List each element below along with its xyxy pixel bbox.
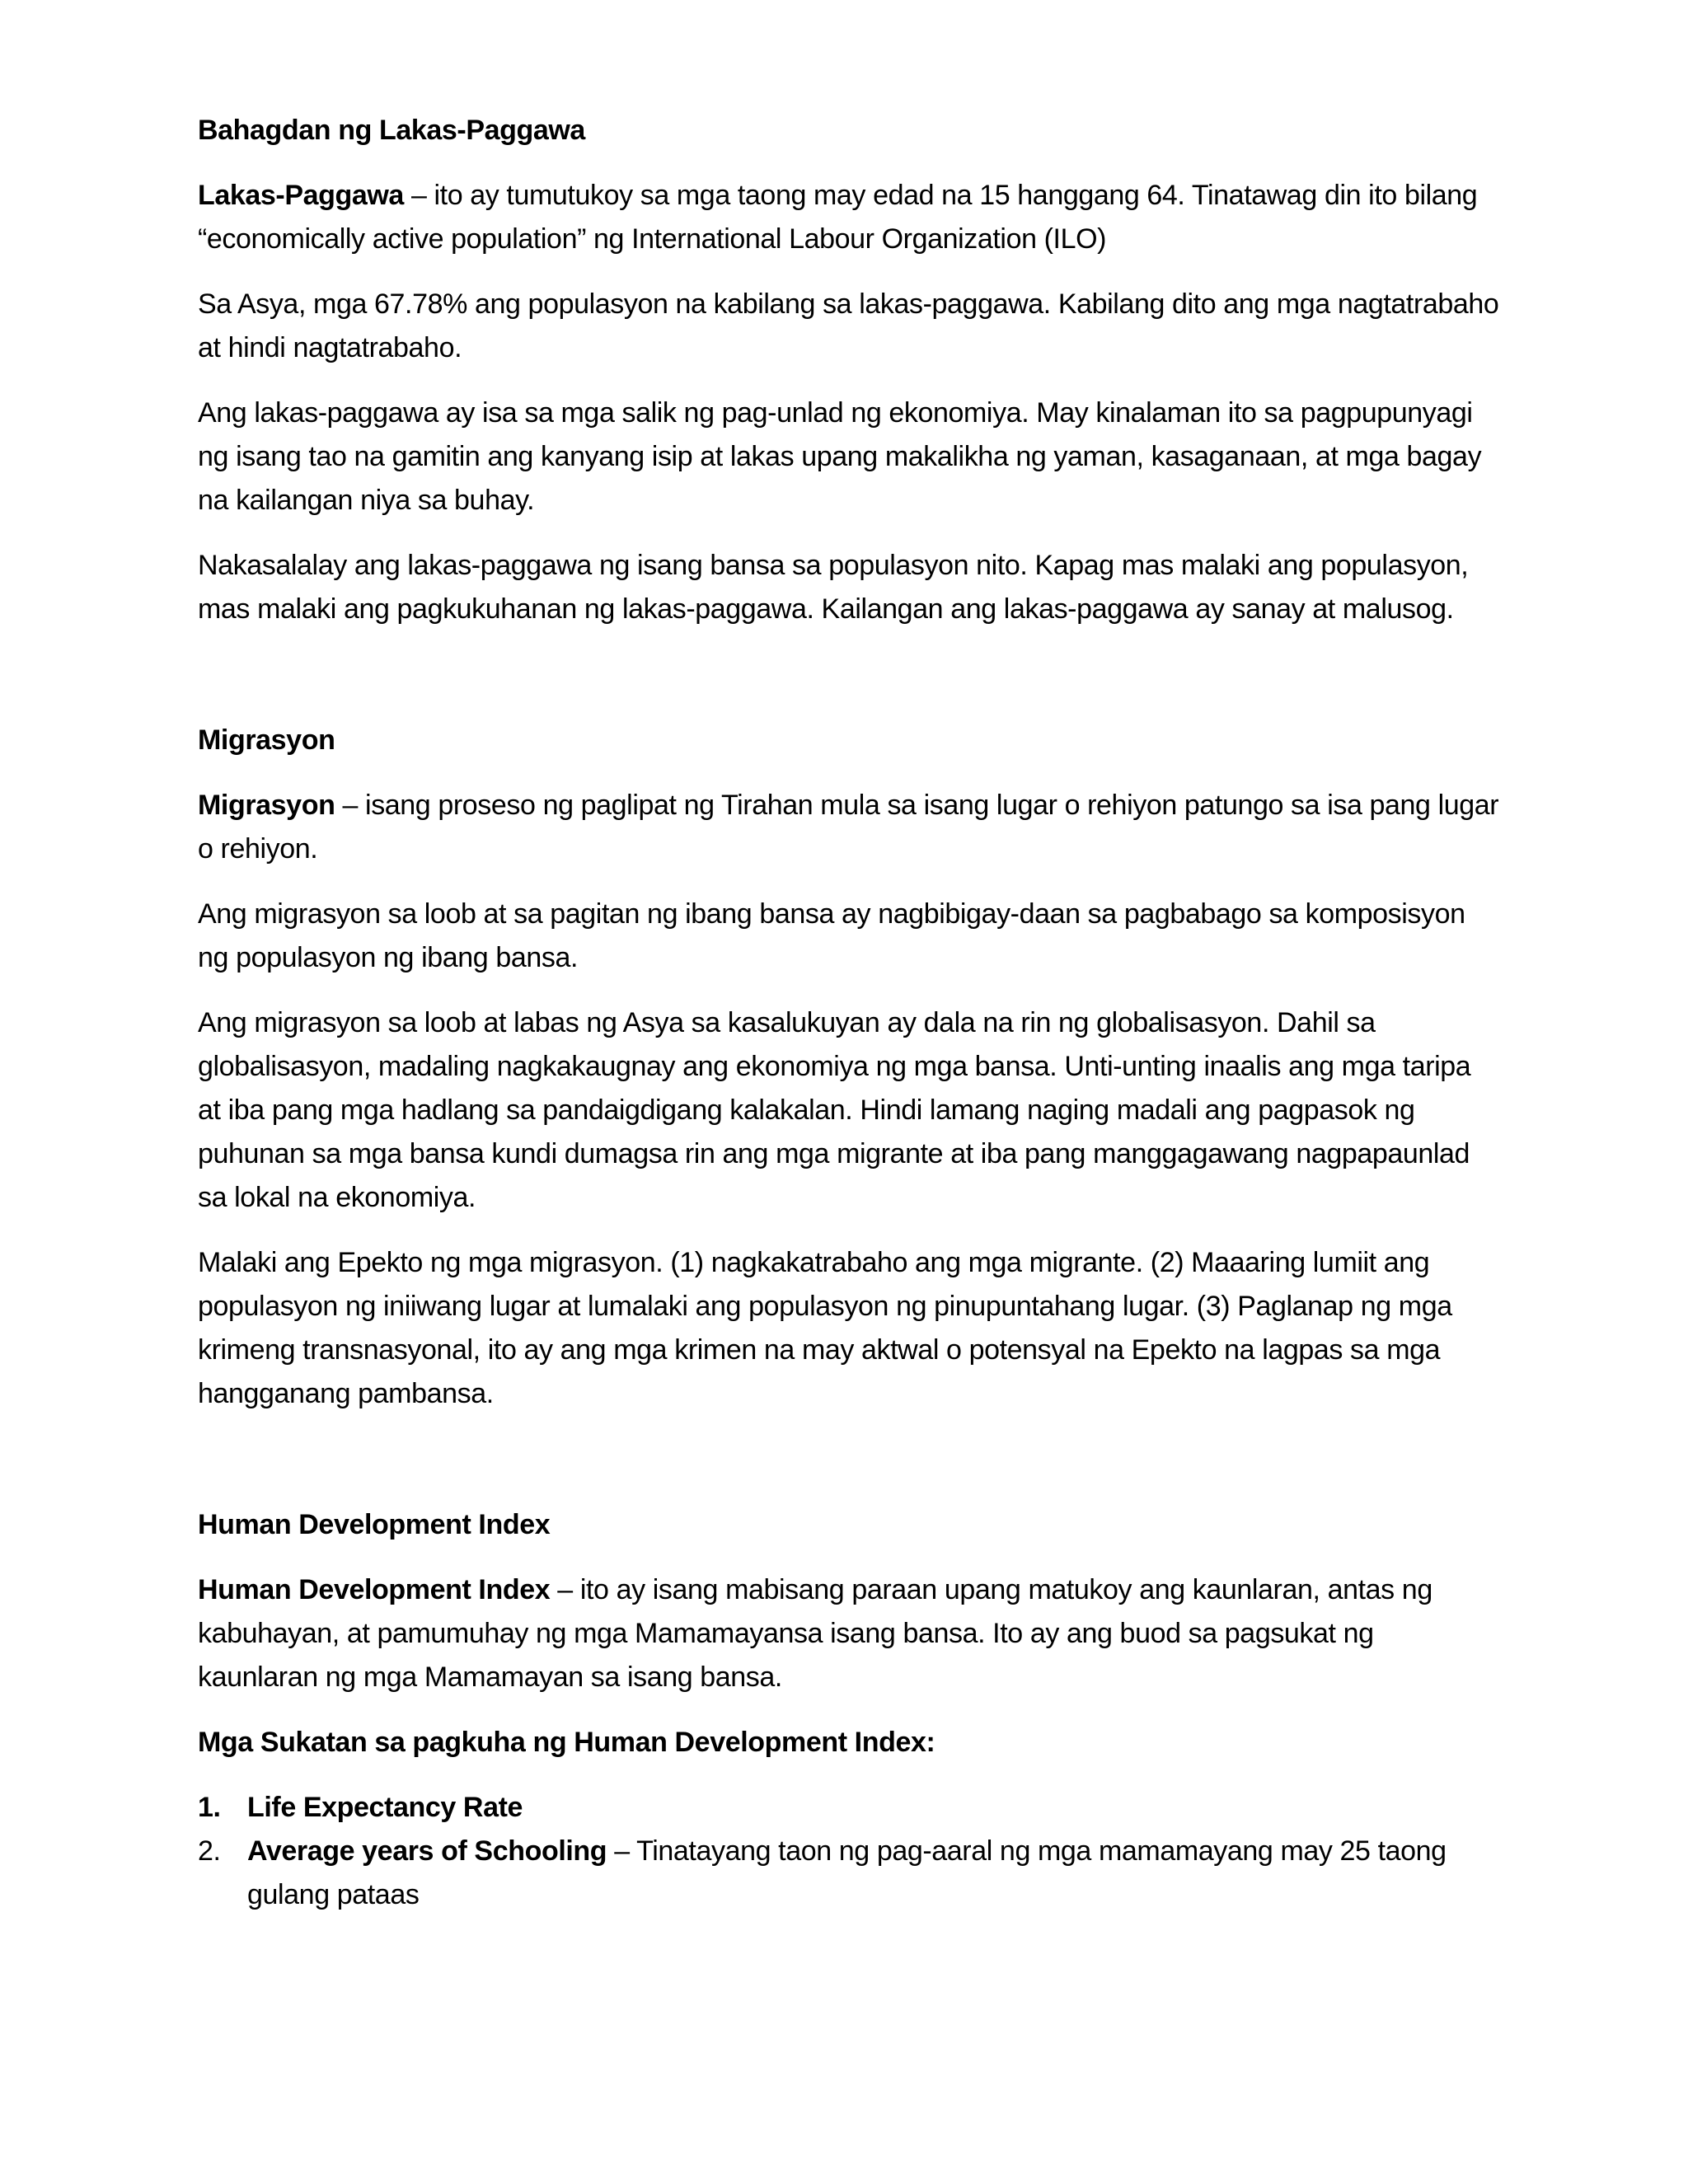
- paragraph: Malaki ang Epekto ng mga migrasyon. (1) nagkakatrabaho ang mga migrante. (2) Maaaring lumiit ang populasyon ng iniiwang lugar at lumalaki ang populasyon ng pinupuntahang lugar. (3) Paglanap ng mga krimeng transnasyonal, ito ay ang mga krimen na may aktwal o potensyal na Epekto na lagpas sa mga hangganang pambansa.: [198, 1247, 1452, 1409]
- definition-text: – ito ay isang mabisang paraan upang matukoy ang kaunlaran, antas ng kabuhayan, at pamumuhay ng mga Mamamayansa isang bansa. Ito ay ang buod sa pagsukat ng kaunlaran ng mga Mamamayan sa isang bansa.: [198, 1574, 1432, 1693]
- list-item: [198, 1830, 1500, 1917]
- section-heading-migrasyon: Migrasyon: [198, 724, 335, 756]
- paragraph: Sa Asya, mga 67.78% ang populasyon na kabilang sa lakas-paggawa. Kabilang dito ang mga nagtatrabaho at hindi nagtatrabaho.: [198, 288, 1499, 363]
- definition-term: Migrasyon: [198, 790, 335, 821]
- definition-text: – isang proseso ng paglipat ng Tirahan mula sa isang lugar o rehiyon patungo sa isa pang lugar o rehiyon.: [198, 790, 1499, 865]
- definition-migrasyon: [198, 784, 1500, 871]
- document-page: [198, 109, 1500, 1917]
- list-item-body: [247, 1786, 1500, 1830]
- list-item-number: 1.: [198, 1792, 221, 1823]
- list-item-body: [247, 1830, 1500, 1917]
- list-item-number: 2.: [198, 1835, 221, 1867]
- paragraph: Nakasalalay ang lakas-paggawa ng isang bansa sa populasyon nito. Kapag mas malaki ang populasyon, mas malaki ang pagkukuhanan ng lakas-paggawa. Kailangan ang lakas-paggawa ay sanay at malusog.: [198, 550, 1469, 625]
- list-item-term: Life Expectancy Rate: [247, 1792, 523, 1823]
- definition-term: Lakas-Paggawa: [198, 180, 404, 211]
- list-item-text: – Tinatayang taon ng pag-aaral ng mga mamamayang may 25 taong gulang pataas: [247, 1835, 1447, 1910]
- hdi-measures-list: [198, 1786, 1500, 1917]
- definition-lakas-paggawa: [198, 174, 1500, 261]
- subheading-sukatan: Mga Sukatan sa pagkuha ng Human Development Index:: [198, 1727, 935, 1758]
- paragraph: Ang migrasyon sa loob at labas ng Asya sa kasalukuyan ay dala na rin ng globalisasyon. Dahil sa globalisasyon, madaling nagkakaugnay ang ekonomiya ng mga bansa. Unti-unting inaalis ang mga taripa at iba pang mga hadlang sa pandaigdigang kalakalan. Hindi lamang naging madali ang pagpasok ng puhunan sa mga bansa kundi dumagsa rin ang mga migrante at iba pang manggagawang nagpapaunlad sa lokal na ekonomiya.: [198, 1007, 1471, 1213]
- section-heading-lakas-paggawa: Bahagdan ng Lakas-Paggawa: [198, 115, 585, 146]
- section-gap: [198, 653, 1500, 719]
- paragraph: Ang migrasyon sa loob at sa pagitan ng ibang bansa ay nagbibigay-daan sa pagbabago sa komposisyon ng populasyon ng ibang bansa.: [198, 898, 1465, 973]
- definition-human-development-index: [198, 1568, 1500, 1699]
- paragraph: Ang lakas-paggawa ay isa sa mga salik ng pag-unlad ng ekonomiya. May kinalaman ito sa pagpupunyagi ng isang tao na gamitin ang kanyang isip at lakas upang makalikha ng yaman, kasaganaan, at mga bagay na kailangan niya sa buhay.: [198, 397, 1482, 516]
- section-gap: [198, 1437, 1500, 1503]
- list-item-term: Average years of Schooling: [247, 1835, 607, 1867]
- list-item: [198, 1786, 1500, 1830]
- section-heading-human-development-index: Human Development Index: [198, 1509, 551, 1540]
- definition-term: Human Development Index: [198, 1574, 551, 1605]
- definition-text: – ito ay tumutukoy sa mga taong may edad na 15 hanggang 64. Tinatawag din ito bilang “economically active population” ng International Labour Organization (ILO): [198, 180, 1478, 255]
